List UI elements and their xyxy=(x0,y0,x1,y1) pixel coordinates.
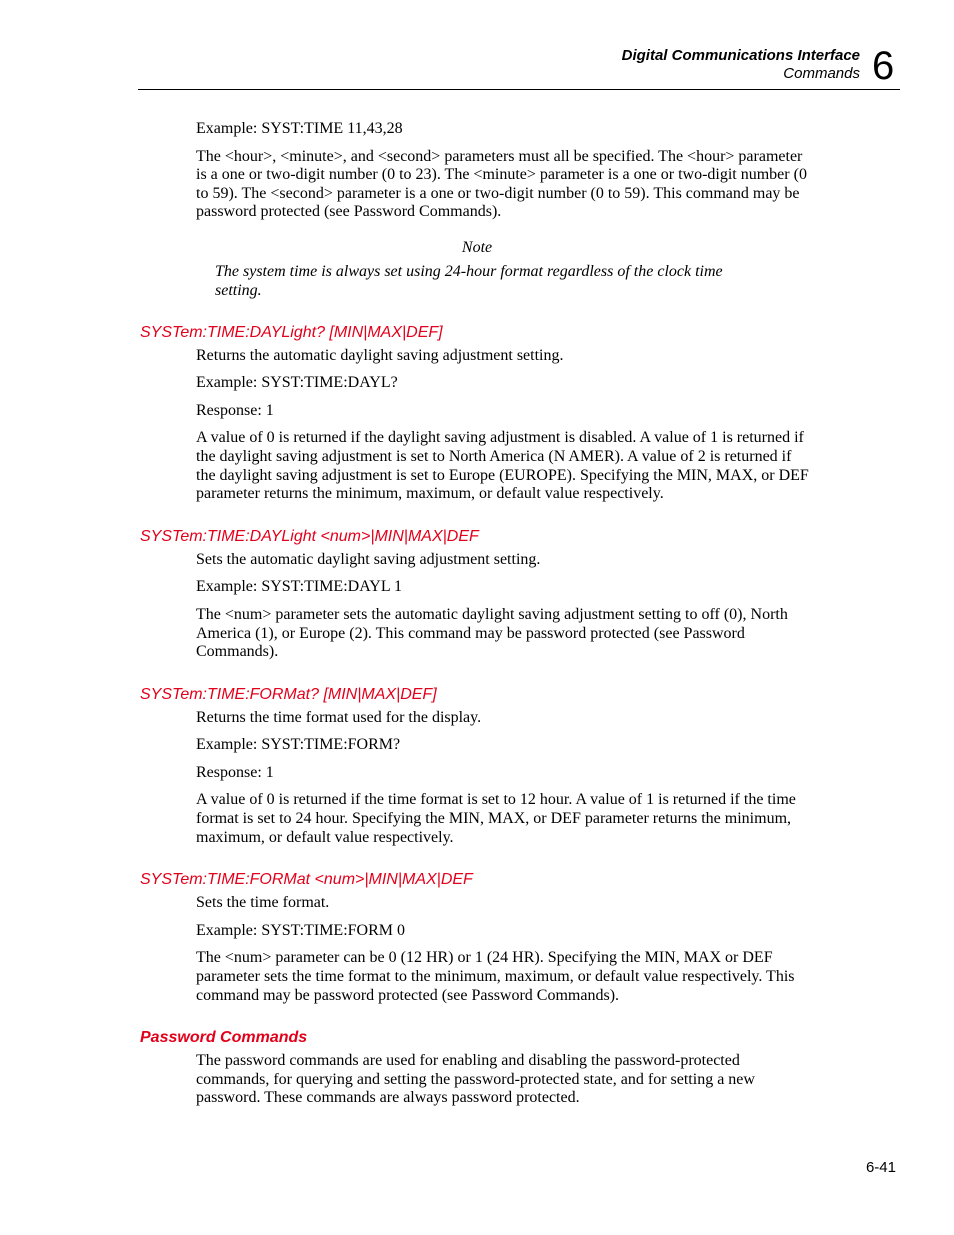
paragraph: Example: SYST:TIME:DAYL 1 xyxy=(196,578,403,596)
time-description: The <hour>, <minute>, and <second> parameters must all be specified. The <hour> parameter is a one or two-digit number (0 to 23). The <minute> parameter is a one or two-digit number (0 to 59). The <second> parameter is a one or two-digit number (0 to 59). This command may be password protected (see Password Commands). xyxy=(196,147,807,221)
header-rule xyxy=(138,89,900,90)
paragraph: The <num> parameter sets the automatic daylight saving adjustment setting to off (0), North America (1), or Europe (2). This command may be password protected (see Password Commands). xyxy=(196,605,788,661)
paragraph: Returns the automatic daylight saving adjustment setting. xyxy=(196,346,564,364)
section-heading-password-commands: Password Commands xyxy=(140,1029,308,1047)
section-heading-format-set: SYSTem:TIME:FORMat <num>|MIN|MAX|DEF xyxy=(140,871,473,889)
paragraph: Sets the time format. xyxy=(196,894,330,912)
section-heading-daylight-set: SYSTem:TIME:DAYLight <num>|MIN|MAX|DEF xyxy=(140,527,479,545)
paragraph: Response: 1 xyxy=(196,763,274,781)
paragraph: A value of 0 is returned if the time format is set to 12 hour. A value of 1 is returned if the time format is set to 24 hour. Specifying the MIN, MAX, or DEF parameter returns the minimum, maximum, or default value respectively. xyxy=(196,791,796,846)
paragraph: A value of 0 is returned if the daylight saving adjustment is disabled. A value of 1 is returned if the daylight saving adjustment is set to North America (N AMER). A value of 2 is returned if the daylight saving adjustment is set to Europe (EUROPE). Specifying the MIN, MAX, or DEF parameter returns the minimum, maximum, or default value respectively. xyxy=(196,429,809,503)
paragraph: Example: SYST:TIME:DAYL? xyxy=(196,374,398,392)
page-content xyxy=(0,120,954,1117)
paragraph: Returns the time format used for the display. xyxy=(196,708,482,726)
paragraph: Example: SYST:TIME:FORM 0 xyxy=(196,921,405,939)
page-number: 6-41 xyxy=(865,1159,896,1176)
chapter-number: 6 xyxy=(872,44,895,88)
paragraph: Example: SYST:TIME:FORM? xyxy=(196,736,401,754)
section-heading-format-query: SYSTem:TIME:FORMat? [MIN|MAX|DEF] xyxy=(140,685,437,703)
header-subtitle: Commands xyxy=(783,65,860,82)
section-heading-daylight-query: SYSTem:TIME:DAYLight? [MIN|MAX|DEF] xyxy=(140,323,443,341)
header-title: Digital Communications Interface xyxy=(621,47,860,64)
example-time: Example: SYST:TIME 11,43,28 xyxy=(196,120,403,137)
paragraph: Response: 1 xyxy=(196,401,274,419)
note-label: Note xyxy=(461,238,493,256)
paragraph: The <num> parameter can be 0 (12 HR) or 1 (24 HR). Specifying the MIN, MAX or DEF parameter sets the time format to the minimum, maximum, or default value respectively. This command may be password protected (see Password Commands). xyxy=(196,949,795,1004)
running-header xyxy=(622,47,860,83)
paragraph: Sets the automatic daylight saving adjustment setting. xyxy=(196,550,541,568)
paragraph: The password commands are used for enabling and disabling the password-protected commands, for querying and setting the password-protected state, and for setting a new password. These commands are always password protected. xyxy=(196,1052,755,1107)
note-text: The system time is always set using 24-hour format regardless of the clock time setting. xyxy=(215,262,723,299)
